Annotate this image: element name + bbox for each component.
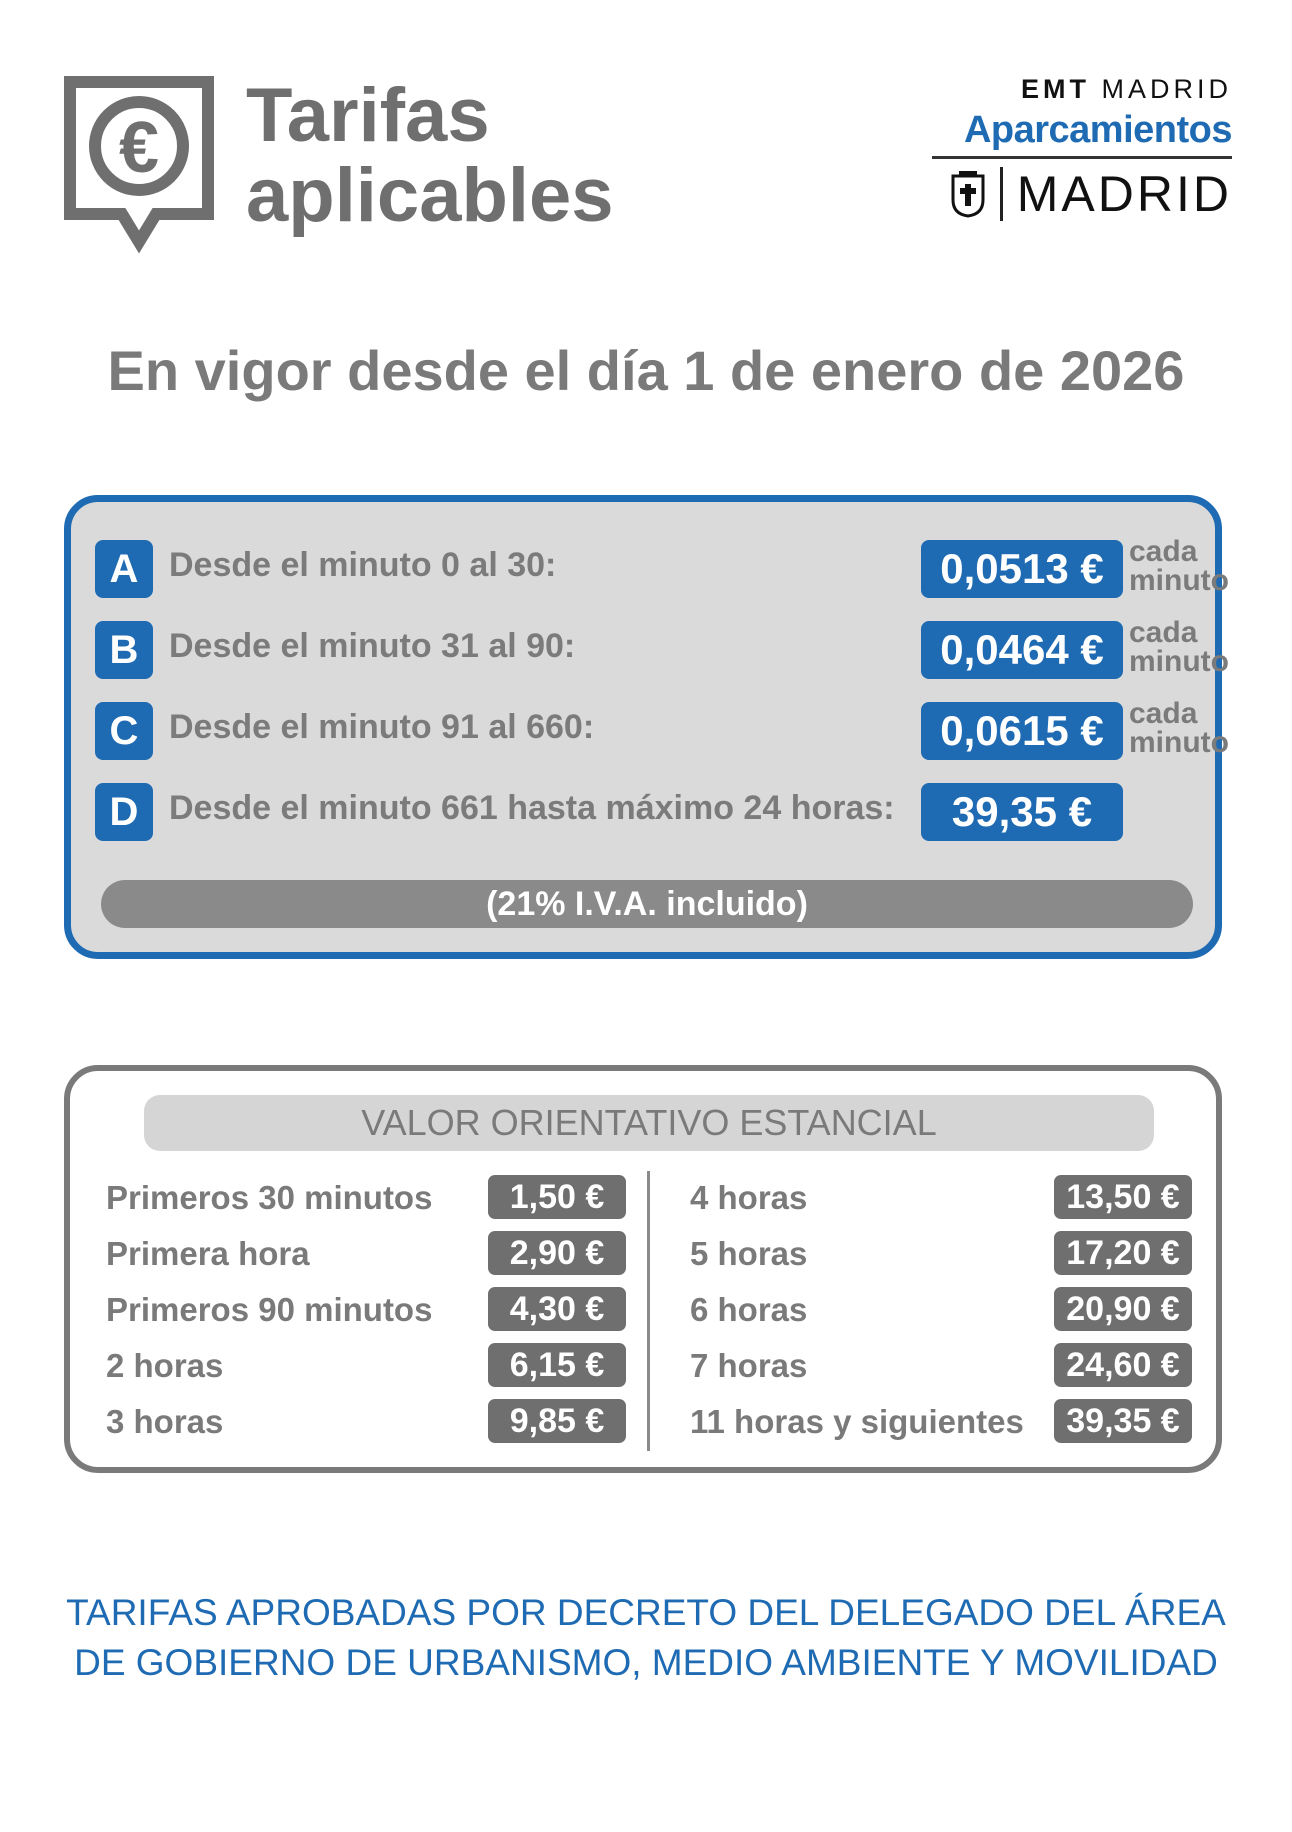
estimate-label: 4 horas [690, 1179, 808, 1216]
rate-price: 0,0513 € [921, 540, 1123, 598]
title-line1: Tarifas [246, 73, 490, 158]
rate-unit-line2: minuto [1129, 645, 1229, 678]
estimate-row [106, 1175, 626, 1219]
logo-separator [1000, 167, 1003, 221]
estimate-price: 24,60 € [1054, 1343, 1192, 1387]
estimate-label: 7 horas [690, 1347, 808, 1384]
rate-price: 0,0615 € [921, 702, 1123, 760]
rate-label: Desde el minuto 91 al 660: [169, 708, 595, 746]
logo-emt [932, 74, 1232, 105]
logo-emt-bold: EMT [1020, 74, 1090, 104]
estimate-row [106, 1343, 626, 1387]
decree-note [0, 1588, 1292, 1688]
estimate-label: 3 horas [106, 1403, 224, 1440]
estimate-price: 9,85 € [488, 1399, 626, 1443]
estimated-values-panel [64, 1065, 1222, 1473]
estimate-label: 5 horas [690, 1235, 808, 1272]
rate-unit-line2: minuto [1129, 726, 1229, 759]
estimated-values-title: VALOR ORIENTATIVO ESTANCIAL [144, 1095, 1154, 1151]
rate-row-b [95, 616, 1229, 681]
estimate-row [690, 1399, 1190, 1443]
estimate-price: 39,35 € [1054, 1399, 1192, 1443]
rate-unit [1129, 537, 1229, 595]
rate-unit [1129, 699, 1229, 757]
rate-price: 39,35 € [921, 783, 1123, 841]
rate-price: 0,0464 € [921, 621, 1123, 679]
estimate-price: 2,90 € [488, 1231, 626, 1275]
column-divider [647, 1171, 650, 1451]
estimate-row [106, 1231, 626, 1275]
rate-unit-line1: cada [1129, 535, 1198, 568]
rates-panel [64, 495, 1229, 959]
rate-row-d [95, 783, 1205, 843]
logo-brand: Aparcamientos [932, 109, 1232, 159]
logo-city-row [932, 165, 1232, 223]
rate-unit [1129, 618, 1229, 676]
estimate-label: Primeros 90 minutos [106, 1291, 433, 1328]
logo-emt-rest: MADRID [1101, 74, 1232, 104]
estimate-row [690, 1231, 1190, 1275]
estimate-label: 11 horas y siguientes [690, 1403, 1024, 1440]
estimate-label: 2 horas [106, 1347, 224, 1384]
emt-logo [932, 74, 1232, 223]
estimate-row [690, 1287, 1190, 1331]
rate-letter: C [95, 702, 153, 760]
estimate-row [690, 1343, 1190, 1387]
logo-city: MADRID [1016, 166, 1232, 222]
rate-label: Desde el minuto 661 hasta máximo 24 horas: [169, 789, 895, 827]
euro-sign-icon [64, 76, 214, 256]
rate-unit-line1: cada [1129, 616, 1198, 649]
title-line2: aplicables [246, 153, 614, 238]
estimate-price: 17,20 € [1054, 1231, 1192, 1275]
decree-note-line2: DE GOBIERNO DE URBANISMO, MEDIO AMBIENTE Y MOVILIDAD [74, 1642, 1218, 1683]
estimate-row [690, 1175, 1190, 1219]
effective-date: En vigor desde el día 1 de enero de 2026 [107, 339, 1185, 402]
rate-row-c [95, 697, 1229, 762]
madrid-shield-icon [950, 170, 986, 218]
rate-row-a [95, 535, 1229, 600]
estimate-label: Primeros 30 minutos [106, 1179, 433, 1216]
estimate-price: 1,50 € [488, 1175, 626, 1219]
estimate-price: 13,50 € [1054, 1175, 1192, 1219]
decree-note-line1: TARIFAS APROBADAS POR DECRETO DEL DELEGADO DEL ÁREA [66, 1592, 1226, 1633]
rate-label: Desde el minuto 0 al 30: [169, 546, 557, 584]
estimate-label: Primera hora [106, 1235, 310, 1272]
estimate-price: 20,90 € [1054, 1287, 1192, 1331]
estimate-price: 4,30 € [488, 1287, 626, 1331]
rate-unit-line2: minuto [1129, 564, 1229, 597]
rate-letter: D [95, 783, 153, 841]
estimate-row [106, 1399, 626, 1443]
svg-text:€: € [118, 108, 160, 188]
vat-note: (21% I.V.A. incluido) [101, 880, 1193, 928]
rate-letter: A [95, 540, 153, 598]
rate-letter: B [95, 621, 153, 679]
rate-unit-line1: cada [1129, 697, 1198, 730]
rate-label: Desde el minuto 31 al 90: [169, 627, 576, 665]
estimate-label: 6 horas [690, 1291, 808, 1328]
page-title [246, 73, 614, 238]
estimate-row [106, 1287, 626, 1331]
estimate-price: 6,15 € [488, 1343, 626, 1387]
